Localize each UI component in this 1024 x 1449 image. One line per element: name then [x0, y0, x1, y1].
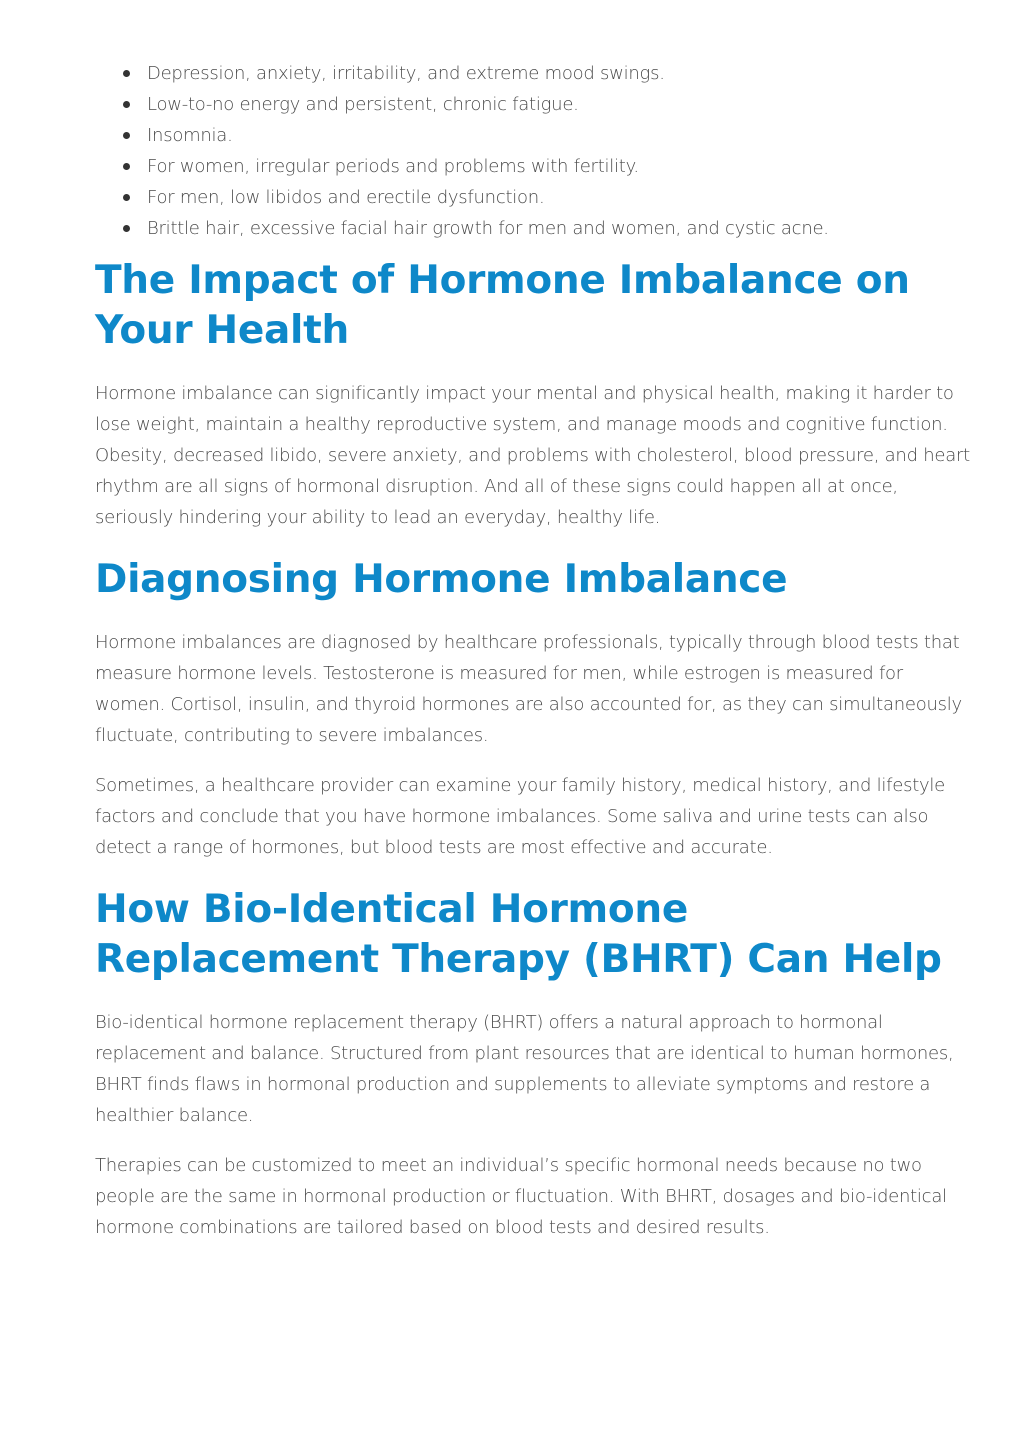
section-heading-diagnosing: Diagnosing Hormone Imbalance	[95, 557, 788, 602]
section-heading-bhrt: How Bio-Identical Hormone Replacement Therapy (BHRT) Can Help	[95, 887, 942, 982]
list-item-text: Low-to-no energy and persistent, chronic fatigue.	[147, 94, 579, 115]
list-item	[117, 213, 975, 244]
list-item-text: For men, low libidos and erectile dysfunction.	[147, 187, 545, 208]
list-item-text: Brittle hair, excessive facial hair growth for men and women, and cystic acne.	[147, 218, 829, 239]
bullet-icon	[123, 194, 130, 201]
list-item-text: Insomnia.	[147, 125, 233, 146]
document-page	[95, 58, 975, 1243]
list-item	[117, 120, 975, 151]
bullet-icon	[123, 70, 130, 77]
section-paragraph-diagnosing-1: Hormone imbalances are diagnosed by healthcare professionals, typically through blood tests that measure hormone levels. Testosterone is measured for men, while estrogen is measured for women. Cortisol, insulin, and thyroid hormones are also accounted for, as they can simultaneously fluctuate, contributing to severe imbalances.	[95, 632, 962, 746]
list-item	[117, 151, 975, 182]
bullet-icon	[123, 163, 130, 170]
section-paragraph-diagnosing-2: Sometimes, a healthcare provider can examine your family history, medical history, and lifestyle factors and conclude that you have hormone imbalances. Some saliva and urine tests can also detect a range of hormones, but blood tests are most effective and accurate.	[95, 775, 945, 858]
list-item	[117, 89, 975, 120]
section-paragraph-impact: Hormone imbalance can significantly impact your mental and physical health, making it harder to lose weight, maintain a healthy reproductive system, and manage moods and cognitive function. Obesity, decreased libido, severe anxiety, and problems with cholesterol, blood pressure, and heart rhythm are all signs of hormonal disruption. And all of these signs could happen all at once, seriously hindering your ability to lead an everyday, healthy life.	[95, 383, 970, 528]
list-item-text: Depression, anxiety, irritability, and extreme mood swings.	[147, 63, 665, 84]
list-item-text: For women, irregular periods and problems with fertility.	[147, 156, 639, 177]
list-item	[117, 182, 975, 213]
symptom-list	[95, 58, 975, 244]
bullet-icon	[123, 225, 130, 232]
bullet-icon	[123, 101, 130, 108]
section-paragraph-bhrt-2: Therapies can be customized to meet an individual’s specific hormonal needs because no two people are the same in hormonal production or fluctuation. With BHRT, dosages and bio-identical hormone combinations are tailored based on blood tests and desired results.	[95, 1155, 947, 1238]
bullet-icon	[123, 132, 130, 139]
section-paragraph-bhrt-1: Bio-identical hormone replacement therapy (BHRT) offers a natural approach to hormonal replacement and balance. Structured from plant resources that are identical to human hormones, BHRT finds flaws in hormonal production and supplements to alleviate symptoms and restore a healthier balance.	[95, 1012, 954, 1126]
list-item	[117, 58, 975, 89]
section-heading-impact: The Impact of Hormone Imbalance on Your Health	[95, 258, 910, 353]
